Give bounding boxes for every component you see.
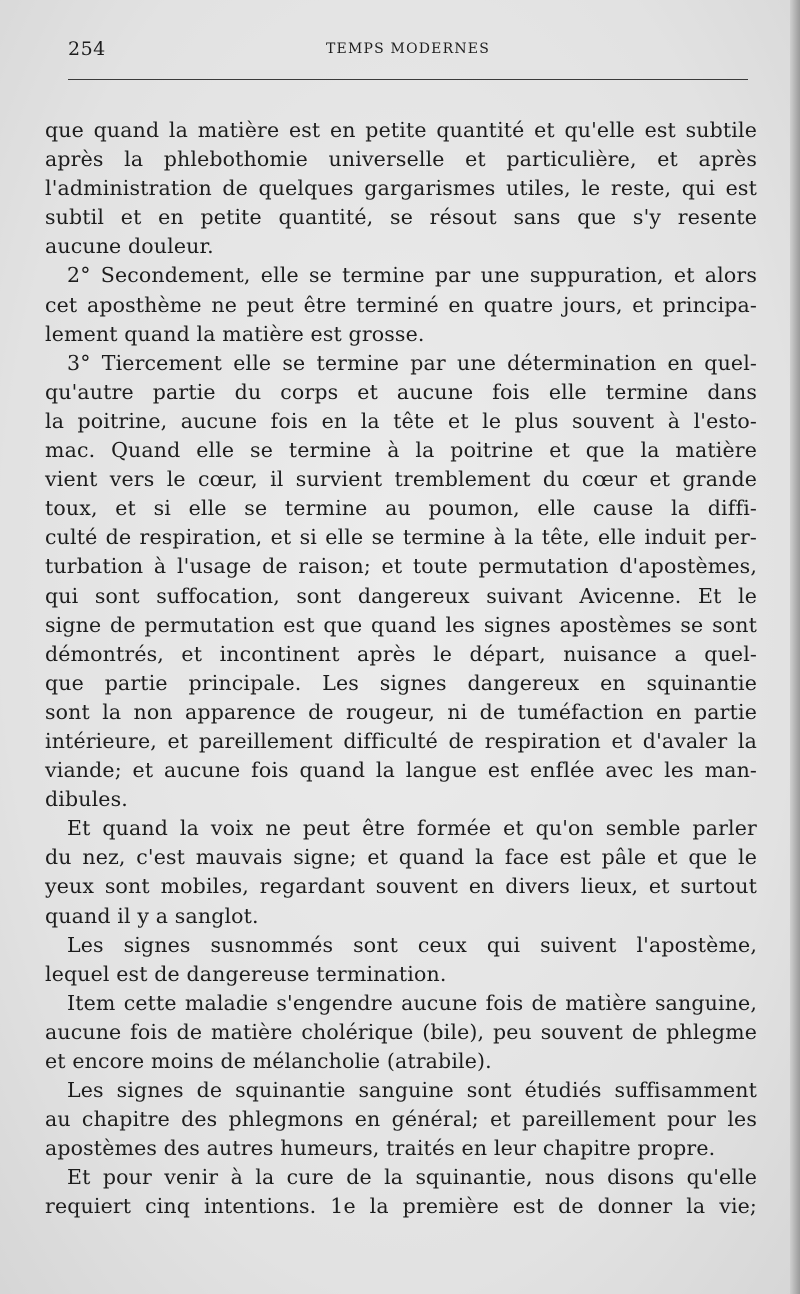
text-line: quand il y a sanglot. — [45, 903, 259, 928]
paragraph — [45, 989, 757, 1076]
text-line: et encore moins de mélancholie (atrabile). — [45, 1049, 492, 1073]
text-line: 3° Tiercement elle se termine par une détermination en quel- — [67, 350, 757, 375]
text-line: Item cette maladie s'engendre aucune fois de matière sanguine, — [67, 990, 757, 1015]
text-line: culté de respiration, et si elle se termine à la tête, elle induit per- — [45, 525, 757, 550]
text-line: lequel est de dangereuse termination. — [45, 961, 447, 986]
paragraph — [45, 116, 757, 261]
paragraph — [45, 931, 757, 989]
paragraph — [45, 1076, 757, 1163]
text-line: requiert cinq intentions. 1e la première est de donner la vie; — [45, 1194, 757, 1219]
paragraph — [45, 814, 757, 930]
text-line: Les signes susnommés sont ceux qui suivent l'apostème, — [67, 932, 757, 957]
text-line: après la phlebothomie universelle et particulière, et après — [45, 147, 757, 172]
text-line: que partie principale. Les signes dangereux en squinantie — [45, 670, 757, 695]
text-line: dibules. — [45, 787, 128, 812]
text-line: cet aposthème ne peut être terminé en quatre jours, et principa- — [45, 292, 757, 317]
text-line: Les signes de squinantie sanguine sont étudiés suffisamment — [67, 1078, 757, 1103]
text-line: que quand la matière est en petite quantité et qu'elle est subtile — [45, 118, 757, 142]
text-line: mac. Quand elle se termine à la poitrine et que la matière — [45, 438, 757, 463]
text-line: démontrés, et incontinent après le départ, nuisance a quel- — [45, 641, 757, 666]
text-line: intérieure, et pareillement difficulté de respiration et d'avaler la — [45, 728, 757, 753]
text-line: qui sont suffocation, sont dangereux suivant Avicenne. Et le — [45, 583, 757, 608]
text-line: aucune douleur. — [45, 234, 214, 259]
text-line: lement quand la matière est grosse. — [45, 321, 425, 346]
text-line: l'administration de quelques gargarismes utiles, le reste, qui est — [45, 176, 757, 201]
text-line: aucune fois de matière cholérique (bile), peu souvent de phlegme — [45, 1019, 757, 1044]
paragraph — [45, 1163, 757, 1221]
text-line: qu'autre partie du corps et aucune fois elle termine dans — [45, 379, 757, 404]
text-line: turbation à l'usage de raison; et toute permutation d'apostèmes, — [45, 554, 757, 579]
text-line: subtil et en petite quantité, se résout sans que s'y resente — [45, 205, 757, 230]
body-text — [45, 116, 757, 1222]
page-number: 254 — [68, 38, 106, 60]
text-line: Et quand la voix ne peut être formée et qu'on semble parler — [67, 816, 757, 841]
page-header — [68, 38, 748, 60]
paragraph — [45, 261, 757, 348]
text-line: apostèmes des autres humeurs, traités en leur chapitre propre. — [45, 1136, 716, 1161]
text-line: toux, et si elle se termine au poumon, elle cause la diffi- — [45, 496, 757, 521]
text-line: viande; et aucune fois quand la langue est enflée avec les man- — [45, 758, 757, 783]
text-line: 2° Secondement, elle se termine par une suppuration, et alors — [67, 263, 757, 288]
text-line: yeux sont mobiles, regardant souvent en divers lieux, et surtout — [45, 874, 757, 899]
text-line: la poitrine, aucune fois en la tête et le plus souvent à l'esto- — [45, 408, 757, 433]
text-line: sont la non apparence de rougeur, ni de tuméfaction en partie — [45, 699, 757, 724]
text-line: Et pour venir à la cure de la squinantie, nous disons qu'elle — [67, 1165, 757, 1190]
text-line: vient vers le cœur, il survient tremblement du cœur et grande — [45, 467, 757, 492]
text-line: signe de permutation est que quand les signes apostèmes se sont — [45, 612, 757, 637]
text-line: du nez, c'est mauvais signe; et quand la face est pâle et que le — [45, 845, 757, 870]
text-line: au chapitre des phlegmons en général; et pareillement pour les — [45, 1107, 757, 1132]
running-title: TEMPS MODERNES — [325, 41, 490, 57]
header-rule — [68, 79, 748, 80]
paragraph — [45, 349, 757, 815]
page-edge-shadow — [790, 0, 800, 1294]
